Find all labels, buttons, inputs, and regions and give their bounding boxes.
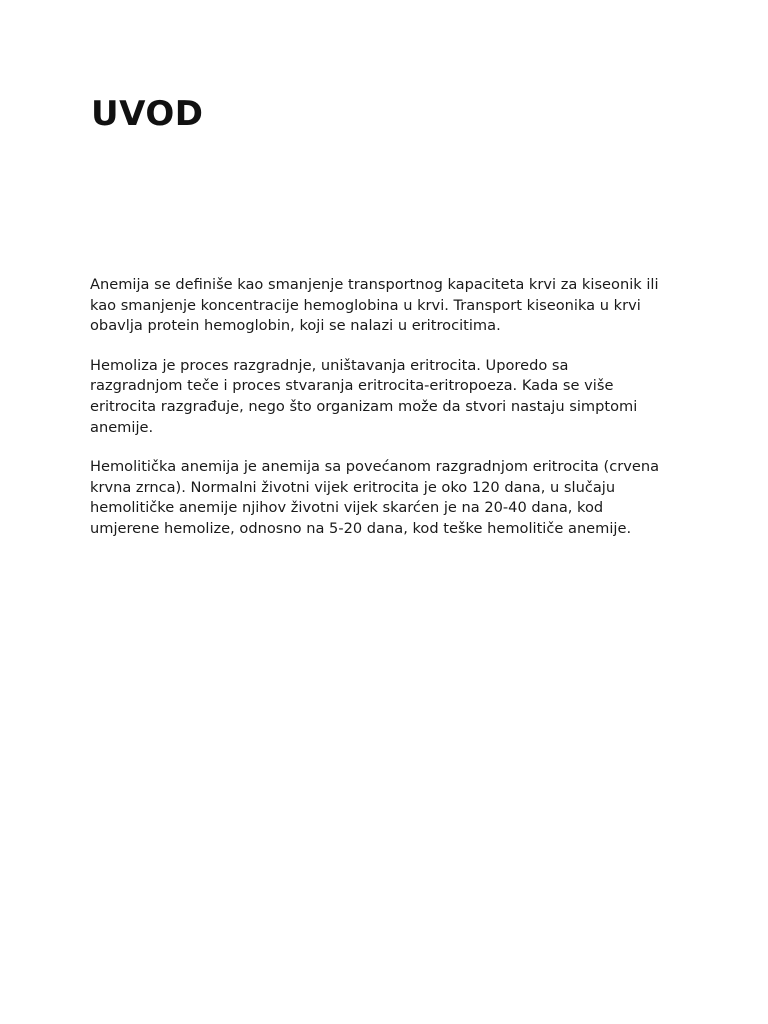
- paragraph-hemolytic-anemia: [90, 457, 700, 539]
- text-line: hemolitičke anemije njihov životni vijek skarćen je na 20-40 dana, kod: [90, 499, 604, 517]
- page-title: UVOD: [91, 94, 204, 134]
- text-line: eritrocita razgrađuje, nego što organizam može da stvori nastaju simptomi: [90, 397, 638, 415]
- text-line: Hemolitička anemija je anemija sa povećanom razgradnjom eritrocita (crvena: [90, 458, 660, 476]
- paragraph-definition: [90, 275, 700, 337]
- text-line: Hemoliza je proces razgradnje, uništavanja eritrocita. Uporedo sa: [90, 356, 569, 374]
- body-text: [90, 275, 700, 559]
- text-line: umjerene hemolize, odnosno na 5-20 dana, kod teške hemolitiče anemije.: [90, 519, 632, 537]
- text-line: obavlja protein hemoglobin, koji se nalazi u eritrocitima.: [90, 317, 501, 335]
- text-line: kao smanjenje koncentracije hemoglobina u krvi. Transport kiseonika u krvi: [90, 296, 641, 314]
- text-line: krvna zrnca). Normalni životni vijek eritrocita je oko 120 dana, u slučaju: [90, 478, 616, 496]
- text-line: razgradnjom teče i proces stvaranja eritrocita-eritropoeza. Kada se više: [90, 377, 614, 395]
- text-line: anemije.: [90, 418, 154, 436]
- text-line: Anemija se definiše kao smanjenje transportnog kapaciteta krvi za kiseonik ili: [90, 276, 659, 293]
- paragraph-hemolysis: [90, 356, 700, 438]
